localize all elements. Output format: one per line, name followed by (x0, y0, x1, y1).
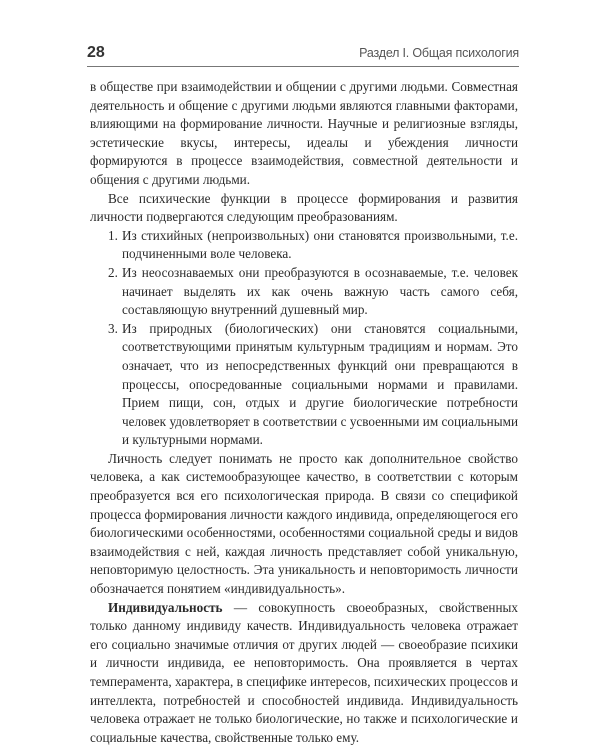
list-item-number: 2. (108, 264, 118, 280)
list-item (108, 227, 518, 264)
list-item-number: 1. (108, 227, 118, 243)
list-item-text: Из природных (биологических) они становятся социальными, соответствующими принятым культурным традициям и нормам. Это означает, что из непосредственных функций они превращаются в процессы, опосредованные социальными нормами и правилами. Прием пищи, сон, отдых и другие биологические потребности человек удовлетворяет в соответствии с усвоенными им социальными и культурными нормами. (122, 320, 518, 448)
paragraph-1: в обществе при взаимодействии и общении с другими людьми. Совместная деятельность и общение с другими людьми являются главными факторами, влияющими на формирование личности. Научные и религиозные взгляды, эстетические вкусы, интересы, идеалы и убеждения личности формируются в процессе взаимодействия, совместной деятельности и общения с другими людьми. (90, 79, 518, 187)
paragraph-4-text: — совокупность своеобразных, свойственных только данному индивиду качеств. Индивидуальность человека отражает его социально значимые отличия от других людей — своеобразие психики и личности индивида, ее неповторимость. Она проявляется в чертах темперамента, характера, в специфике интересов, психических процессов и интеллекта, потребностей и способностей индивида. Индивидуальность человека отражает не только биологические, но также и психологические и социальные качества, свойственные только ему. (90, 599, 518, 745)
list-item (108, 320, 518, 450)
term-individuality: Индивидуальность (108, 599, 223, 615)
list-item-text: Из стихийных (непроизвольных) они становятся произвольными, т.е. подчиненными воле человека. (122, 227, 518, 262)
body-text (90, 78, 518, 747)
list-item-number: 3. (108, 320, 118, 336)
transformations-list (90, 227, 518, 450)
paragraph-2: Все психические функции в процессе формирования и развития личности подвергаются следующим преобразованиям. (90, 190, 518, 225)
list-item (108, 264, 518, 320)
paragraph-4 (90, 599, 518, 748)
list-item-text: Из неосознаваемых они преобразуются в осознаваемые, т.е. человек начинает выделять их как очень важную часть самого себя, составляющую внутренний душевный мир. (122, 264, 518, 318)
page-number: 28 (87, 44, 105, 61)
paragraph-3: Личность следует понимать не просто как дополнительное свойство человека, а как системообразующее качество, в соответствии с которым преобразуется вся его психологическая природа. В связи со спецификой процесса формирования личности каждого индивида, определяющегося его биологическими особенностями, особенностями социальной среды и видов взаимодействия с ней, каждая личность представляет собой уникальную, неповторимую целостность. Эта уникальность и неповторимость личности обозначается понятием «индивидуальность». (90, 450, 518, 597)
running-head: Раздел I. Общая психология (359, 46, 519, 60)
page-header (87, 44, 519, 67)
